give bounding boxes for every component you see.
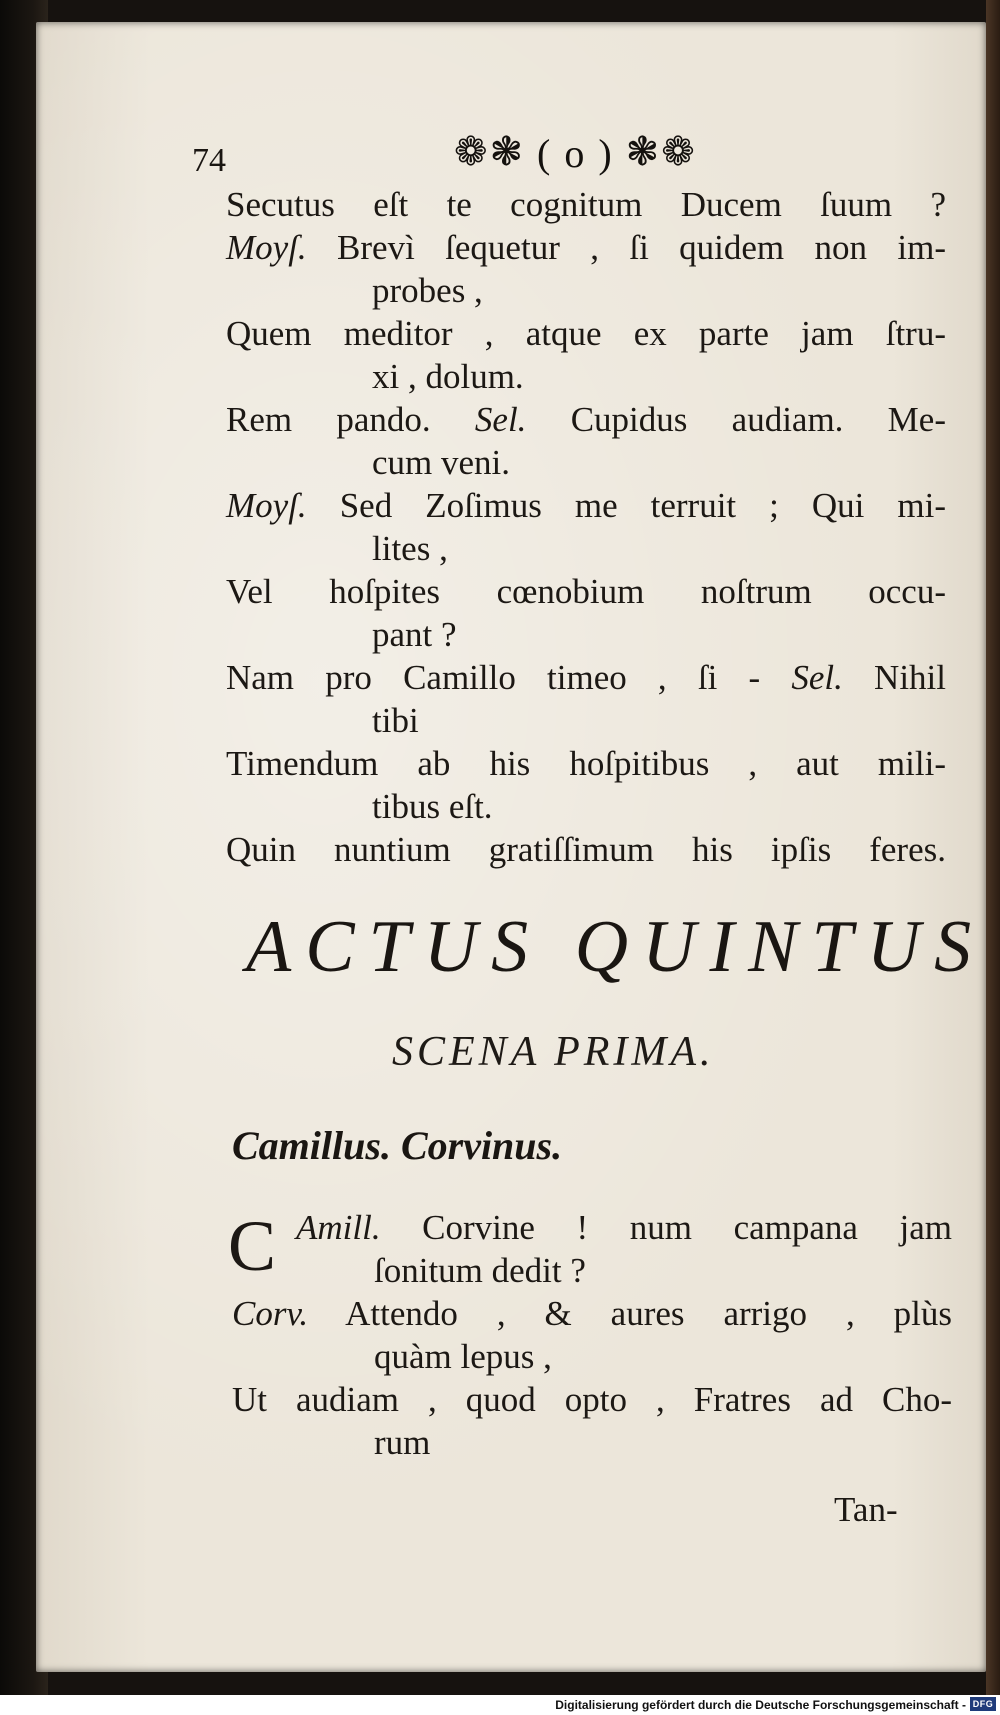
verse-line: Corv. Attendo , & aures arrigo , plùs (232, 1294, 952, 1333)
ornament-right-icon: ❃❁ (625, 129, 697, 174)
verse-line-continuation: rum (374, 1423, 431, 1462)
header-center-mark: ( o ) (537, 131, 614, 176)
ornament-left-icon: ❁❃ (454, 129, 526, 174)
verse-line-continuation: pant ? (372, 615, 457, 654)
speaker-label: Moyſ. (226, 486, 307, 525)
verse-line: Nam pro Camillo timeo , ſi - Sel. Nihil (226, 658, 946, 697)
digitization-credit: Digitalisierung gefördert durch die Deutsche Forschungsgemeinschaft - (555, 1698, 966, 1712)
speaker-label: Sel. (791, 658, 843, 697)
drop-cap: C (228, 1206, 277, 1286)
header-ornament (454, 130, 697, 177)
page-header (192, 120, 752, 179)
verse-line-continuation: probes , (372, 271, 483, 310)
speaker-label: Corv. (232, 1294, 309, 1333)
verse-line: Quem meditor , atque ex parte jam ſtru- (226, 314, 946, 353)
verse-line: Timendum ab his hoſpitibus , aut mili- (226, 744, 946, 783)
verse-line: Rem pando. Sel. Cupidus audiam. Me- (226, 400, 946, 439)
speaker-label: Sel. (474, 400, 527, 439)
verse-line: Vel hoſpites cœnobium noſtrum occu- (226, 572, 946, 611)
verse-line-continuation: tibi (372, 701, 419, 740)
verse-line-continuation: lites , (372, 529, 448, 568)
speaker-label: Moyſ. (226, 228, 307, 267)
dialogue-block-2 (228, 1206, 953, 1464)
dialogue-block-1 (226, 183, 946, 871)
verse-line: Moyſ. Sed Zoſimus me terruit ; Qui mi- (226, 486, 947, 525)
catchword: Tan- (834, 1490, 898, 1529)
verse-line-continuation: ſonitum dedit ? (374, 1251, 586, 1290)
verse-line-continuation: tibus eſt. (372, 787, 493, 826)
verse-line-continuation: cum veni. (372, 443, 511, 482)
verse-line: Ut audiam , quod opto , Fratres ad Cho- (232, 1380, 952, 1419)
dfg-logo-icon: DFG (970, 1697, 996, 1711)
book-cover-edge (986, 0, 1000, 1715)
verse-line: Secutus eſt te cognitum Ducem ſuum ? (226, 185, 946, 224)
verse-line-continuation: quàm lepus , (374, 1337, 552, 1376)
act-title: ACTUS QUINTUS (246, 906, 986, 988)
page-number: 74 (192, 142, 226, 179)
verse-line-continuation: xi , dolum. (372, 357, 524, 396)
speaker-label: Amill. (296, 1208, 381, 1247)
scene-characters: Camillus. Corvinus. (232, 1123, 563, 1168)
verse-line: Quin nuntium gratiſſimum his ipſis feres. (226, 830, 946, 869)
verse-line: Moyſ. Brevì ſequetur , ſi quidem non im- (226, 228, 946, 267)
scene-title: SCENA PRIMA. (392, 1029, 715, 1075)
verse-line: Amill. Corvine ! num campana jam (296, 1208, 953, 1247)
